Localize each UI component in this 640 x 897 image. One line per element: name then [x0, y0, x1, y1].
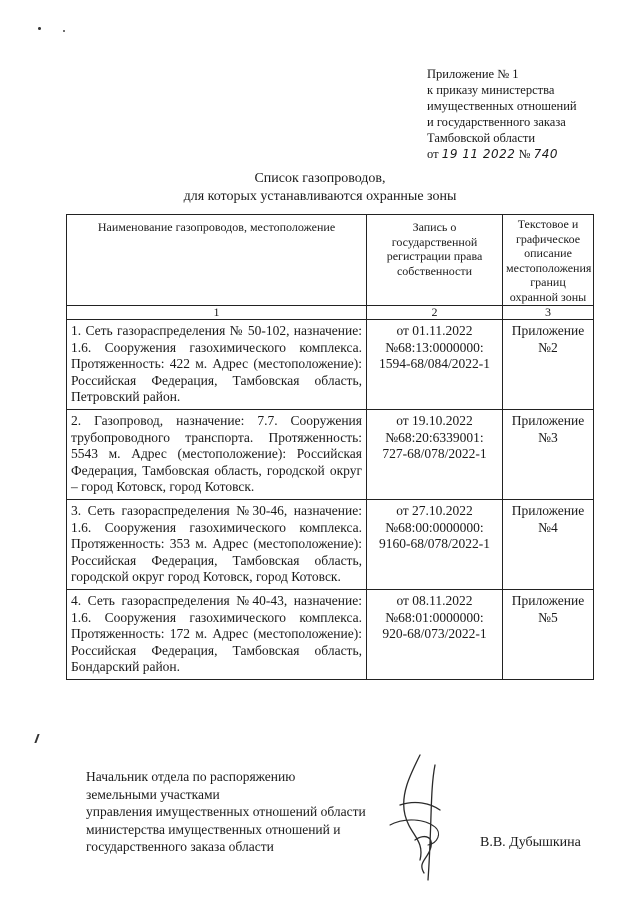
registration-record	[367, 499, 503, 589]
table-row	[67, 409, 594, 499]
appendix-label: Приложение	[511, 412, 585, 428]
signer-position	[86, 768, 366, 856]
header-name: Наименование газопроводов, местоположение	[67, 215, 367, 306]
registration-code: 727-68/078/2022-1	[382, 446, 487, 462]
column-number-row	[67, 306, 594, 320]
appendix-number: №5	[538, 609, 558, 625]
handwritten-signature-icon	[380, 745, 470, 885]
column-number: 3	[503, 306, 594, 320]
title-line: Список газопроводов,	[254, 171, 386, 186]
cadastral-number: №68:20:6339001:	[385, 429, 484, 445]
scan-speck	[38, 27, 41, 30]
number-prefix: №	[518, 147, 531, 161]
gas-pipelines-table	[66, 214, 594, 680]
appendix-line: Тамбовской области	[427, 131, 536, 145]
pipeline-description: 3. Сеть газораспределения №30-46, назначение: 1.6. Сооружения газохимического комплекса. Протяженность: 353 м. Адрес (местоположение): Российская Федерация, Тамбовская область, городской округ город Котовск, город Котовск.	[67, 499, 367, 589]
registration-date: от 19.10.2022	[396, 412, 473, 428]
registration-code: 920-68/073/2022-1	[382, 626, 487, 642]
appendix-line: к приказу министерства	[427, 83, 555, 97]
cadastral-number: №68:00:0000000:	[385, 519, 484, 535]
scan-speck	[34, 734, 45, 743]
table-row	[67, 499, 594, 589]
column-number: 1	[67, 306, 367, 320]
appendix-number: №4	[538, 519, 558, 535]
appendix-line: Приложение № 1	[427, 67, 519, 81]
table-header-row	[67, 215, 594, 306]
appendix-reference	[503, 320, 594, 410]
registration-record	[367, 589, 503, 679]
appendix-date-line	[427, 146, 577, 162]
signer-line: министерства имущественных отношений и	[86, 821, 341, 837]
registration-code: 1594-68/084/2022-1	[379, 356, 490, 372]
appendix-line: и государственного заказа	[427, 115, 566, 129]
signer-line: управления имущественных отношений области	[86, 804, 366, 819]
document-title	[0, 170, 640, 206]
registration-record	[367, 320, 503, 410]
table-row	[67, 589, 594, 679]
handwritten-date: 19 11 2022	[441, 147, 516, 161]
registration-date: от 01.11.2022	[396, 323, 473, 338]
cadastral-number: №68:01:0000000:	[385, 609, 484, 625]
pipeline-description: 2. Газопровод, назначение: 7.7. Сооружения трубопроводного транспорта. Протяженность: 5543 м. Адрес (местоположение): Российская Федерация, Тамбовская область, городской округ – город Котовск, город Котовск.	[67, 409, 367, 499]
appendix-number: №2	[538, 339, 558, 355]
signer-line: Начальник отдела по распоряжению	[86, 769, 296, 784]
signer-line: земельными участками	[86, 786, 220, 802]
appendix-line: имущественных отношений	[427, 99, 577, 113]
pipeline-description: 1. Сеть газораспределения № 50-102, назначение: 1.6. Сооружения газохимического комплекса. Протяженность: 422 м. Адрес (местоположение): Российская Федерация, Тамбовская область, Петровский район.	[67, 320, 367, 410]
appendix-reference	[503, 589, 594, 679]
appendix-block	[427, 66, 577, 162]
table-row	[67, 320, 594, 410]
appendix-label: Приложение	[511, 592, 585, 608]
signer-line: государственного заказа области	[86, 839, 274, 854]
header-description: Текстовое и графическое описание местоположения границ охранной зоны	[503, 215, 594, 306]
registration-date: от 27.10.2022	[396, 502, 473, 518]
header-registration: Запись о государственной регистрации права собственности	[367, 215, 503, 306]
appendix-reference	[503, 499, 594, 589]
column-number: 2	[367, 306, 503, 320]
cadastral-number: №68:13:0000000:	[385, 339, 484, 355]
title-line: для которых устанавливаются охранные зоны	[183, 189, 457, 204]
registration-code: 9160-68/078/2022-1	[379, 536, 490, 552]
signer-name: В.В. Дубышкина	[480, 835, 581, 850]
appendix-number: №3	[538, 429, 558, 445]
registration-record	[367, 409, 503, 499]
date-prefix: от	[427, 147, 439, 161]
appendix-label: Приложение	[511, 502, 585, 518]
appendix-reference	[503, 409, 594, 499]
scan-speck	[63, 30, 65, 32]
appendix-label: Приложение	[511, 323, 585, 338]
handwritten-number: 740	[533, 147, 558, 161]
pipeline-description: 4. Сеть газораспределения №40-43, назначение: 1.6. Сооружения газохимического комплекса. Протяженность: 172 м. Адрес (местоположение): Российская Федерация, Тамбовская область, Бондарский район.	[67, 589, 367, 679]
registration-date: от 08.11.2022	[396, 592, 473, 608]
